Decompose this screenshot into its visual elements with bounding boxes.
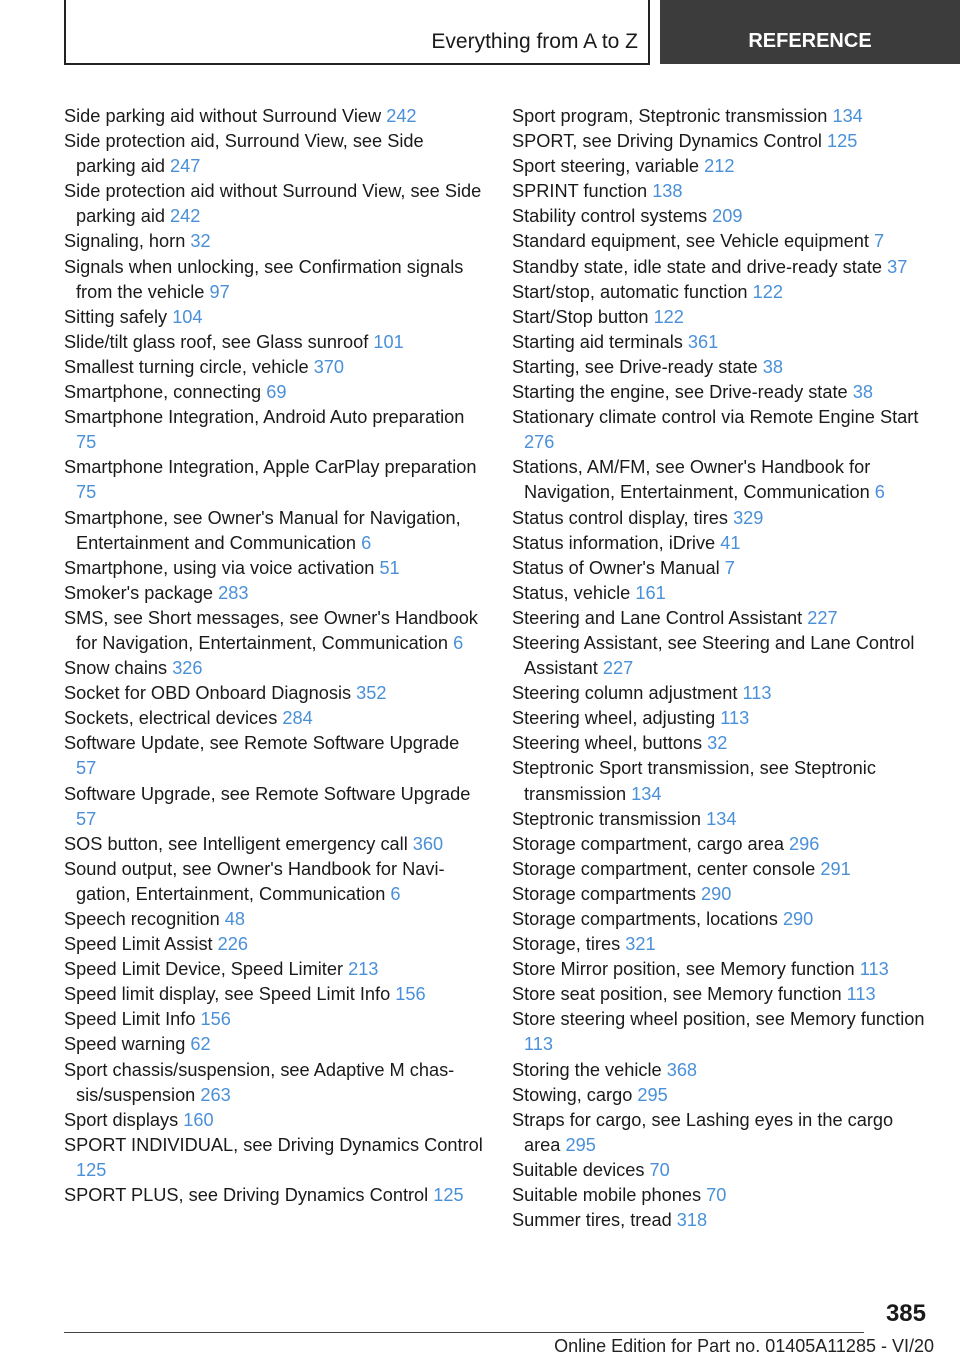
index-entry (512, 857, 932, 882)
index-entry-text: Store steering wheel position, see Memory function (512, 1009, 925, 1030)
index-entry-text: Smoker's package (64, 582, 214, 603)
page-reference-link[interactable]: 361 (687, 331, 719, 352)
index-entry (512, 807, 932, 832)
page-reference-link[interactable]: 156 (200, 1009, 231, 1030)
index-entry (64, 606, 484, 656)
page-reference-link[interactable]: 125 (433, 1185, 464, 1206)
index-entry-text: Starting, see Drive-ready state (512, 356, 758, 377)
page-reference-link[interactable]: 138 (652, 181, 683, 202)
page-reference-link[interactable]: 321 (625, 934, 656, 955)
page-reference-link[interactable]: 75 (76, 482, 97, 503)
index-entry-text: Suitable devices (512, 1159, 645, 1180)
index-entry-text: Summer tires, tread (512, 1210, 672, 1231)
page-reference-link[interactable]: 226 (217, 934, 249, 955)
header-bottom-rule (64, 63, 650, 65)
index-entry (512, 405, 932, 455)
index-entry-text: Socket for OBD Onboard Diagnosis (64, 683, 352, 704)
index-entry-text: Speed warning (64, 1034, 186, 1055)
page-reference-link[interactable]: 113 (859, 959, 889, 980)
index-entry-text: Speed limit display, see Speed Limit Info (64, 984, 391, 1005)
index-entry-text: Side protection aid, Surround View, see Side parking aid (64, 131, 424, 177)
index-entry-text: Storage, tires (512, 934, 621, 955)
page-reference-link[interactable]: 113 (524, 1034, 553, 1055)
index-entry-text: Stationary climate control via Remote Engine Start (512, 407, 919, 428)
index-entry (64, 731, 484, 781)
page-reference-link[interactable]: 69 (266, 382, 287, 403)
index-entry (512, 832, 932, 857)
index-entry (512, 706, 932, 731)
page-reference-link[interactable]: 75 (76, 432, 97, 453)
index-entry (64, 405, 484, 455)
index-entry-text: Software Upgrade, see Remote Software Upgrade (64, 783, 471, 804)
page-reference-link[interactable]: 6 (390, 883, 401, 904)
index-entry (64, 581, 484, 606)
index-entry (512, 1108, 932, 1158)
index-entry-text: Straps for cargo, see Lashing eyes in the cargo area (512, 1109, 894, 1155)
index-entry-text: Speech recognition (64, 909, 220, 929)
page-reference-link[interactable]: 276 (524, 432, 555, 453)
index-entry (64, 355, 484, 380)
index-entry-text: SPORT, see Driving Dynamics Control (512, 131, 822, 152)
index-entry (512, 581, 932, 606)
page-number: 385 (885, 1300, 926, 1327)
page-reference-link[interactable]: 113 (846, 984, 876, 1005)
index-entry-text: Sport steering, variable (512, 156, 700, 177)
index-entry (64, 229, 484, 254)
index-entry (64, 857, 484, 907)
index-entry-text: Steptronic transmission (512, 808, 702, 829)
reference-tab[interactable] (660, 0, 960, 64)
index-entry (512, 355, 932, 380)
page-reference-link[interactable]: 290 (782, 909, 814, 929)
index-entry (64, 1032, 484, 1057)
index-entry (512, 1058, 932, 1083)
page-reference-link[interactable]: 32 (707, 733, 728, 754)
index-entry (64, 1007, 484, 1032)
page-reference-link[interactable]: 291 (820, 858, 851, 879)
page-reference-link[interactable]: 104 (172, 306, 203, 327)
index-entry (64, 556, 484, 581)
page-reference-link[interactable]: 134 (832, 106, 863, 126)
index-entry-text: Smartphone, using via voice activation (64, 557, 375, 578)
page-reference-link[interactable]: 227 (807, 607, 838, 628)
index-entry (512, 104, 932, 129)
index-entry-text: Steering and Lane Control Assistant (512, 607, 803, 628)
index-entry (512, 330, 932, 355)
page-reference-link[interactable]: 122 (653, 306, 684, 327)
footer-edition: Online Edition for Part no. 01405A11285 - VI/20 (554, 1336, 934, 1356)
index-entry-text: Storage compartments, locations (512, 909, 778, 929)
page-reference-link[interactable]: 263 (200, 1084, 231, 1105)
index-entry-text: Smartphone, see Owner's Manual for Navigation, Entertainment and Communication (64, 507, 461, 553)
index-entry (512, 1183, 932, 1208)
page-reference-link[interactable]: 7 (724, 557, 735, 578)
index-entry-text: Speed Limit Device, Speed Limiter (64, 959, 344, 980)
index-entry-text: Sockets, electrical devices (64, 708, 278, 729)
index-column-left (64, 104, 484, 1208)
page-reference-link[interactable]: 113 (720, 708, 750, 729)
index-entry (64, 104, 484, 129)
page-reference-link[interactable]: 352 (356, 683, 387, 704)
index-entry (512, 455, 932, 505)
index-entry-text: Smartphone, connecting (64, 382, 262, 403)
reference-tab-label: REFERENCE (748, 29, 872, 52)
index-entry (512, 606, 932, 631)
index-entry-text: Speed Limit Info (64, 1009, 196, 1030)
index-entry-text: Store Mirror position, see Memory function (512, 959, 855, 980)
index-entry-text: Sport displays (64, 1109, 179, 1130)
index-entry-text: Suitable mobile phones (512, 1185, 702, 1206)
page-reference-link[interactable]: 247 (170, 156, 201, 177)
index-entry (512, 1007, 932, 1057)
index-entry (64, 706, 484, 731)
index-entry-text: Stability control systems (512, 206, 708, 227)
page-reference-link[interactable]: 370 (313, 356, 345, 377)
index-entry-text: Standby state, idle state and drive-ready state (512, 256, 883, 277)
index-entry (512, 179, 932, 204)
index-entry-text: Smallest turning circle, vehicle (64, 356, 309, 377)
index-entry (64, 129, 484, 179)
index-entry (512, 957, 932, 982)
page-reference-link[interactable]: 209 (712, 206, 743, 227)
index-entry (64, 982, 484, 1007)
index-entry-text: Steering Assistant, see Steering and Lane Control Assistant (512, 632, 915, 679)
index-entry (64, 681, 484, 706)
index-entry (512, 204, 932, 229)
index-entry-text: Storing the vehicle (512, 1059, 662, 1080)
index-entry-text: Speed Limit Assist (64, 934, 213, 955)
index-entry-text: Starting aid terminals (512, 331, 683, 352)
index-entry (512, 531, 932, 556)
index-entry (64, 782, 484, 832)
page-reference-link[interactable]: 6 (361, 532, 372, 553)
index-column-right (512, 104, 932, 1233)
index-entry-text: SPRINT function (512, 181, 648, 202)
index-entry (64, 907, 484, 932)
page-reference-link[interactable]: 101 (373, 331, 404, 352)
page-reference-link[interactable]: 51 (379, 557, 400, 578)
page-reference-link[interactable]: 160 (183, 1109, 214, 1130)
index-entry-text: Stations, AM/FM, see Owner's Handbook for Navigation, Entertainment, Communication (512, 457, 871, 503)
index-entry-text: Steering wheel, adjusting (512, 708, 716, 729)
page-reference-link[interactable]: 57 (76, 808, 97, 829)
page-reference-link[interactable]: 284 (282, 708, 313, 729)
page-reference-link[interactable]: 326 (172, 658, 203, 679)
index-entry-text: Software Update, see Remote Software Upgrade (64, 733, 460, 754)
index-entry (512, 982, 932, 1007)
index-entry (512, 1208, 932, 1233)
index-entry (64, 832, 484, 857)
page-reference-link[interactable]: 368 (666, 1059, 698, 1080)
index-entry (512, 932, 932, 957)
index-entry (64, 330, 484, 355)
index-entry (64, 1183, 484, 1208)
index-entry-text: Side protection aid without Surround View, see Side parking aid (64, 181, 482, 227)
index-entry-text: Storage compartment, center console (512, 858, 816, 879)
index-entry-text: Sound output, see Owner's Handbook for Navigation, Entertainment, Communication (64, 858, 445, 904)
index-entry-text: Side parking aid without Surround View (64, 106, 382, 126)
index-entry (64, 932, 484, 957)
page-reference-link[interactable]: 125 (76, 1159, 107, 1180)
index-entry (512, 229, 932, 254)
page-reference-link[interactable]: 156 (395, 984, 426, 1005)
index-entry (512, 305, 932, 330)
index-entry (64, 305, 484, 330)
index-entry (64, 179, 484, 229)
index-entry-text: Smartphone Integration, Apple CarPlay preparation (64, 457, 477, 478)
index-entry (512, 681, 932, 706)
index-entry-text: Snow chains (64, 658, 168, 679)
page-reference-link[interactable]: 360 (412, 833, 444, 854)
index-entry (512, 882, 932, 907)
page-reference-link[interactable]: 38 (762, 356, 783, 377)
index-entry (512, 129, 932, 154)
index-entry (64, 455, 484, 505)
page-reference-link[interactable]: 125 (827, 131, 858, 152)
page-reference-link[interactable]: 6 (874, 482, 885, 503)
page-reference-link[interactable]: 32 (190, 231, 211, 252)
index-entry-text: Storage compartment, cargo area (512, 833, 784, 854)
index-entry (64, 1108, 484, 1133)
page-reference-link[interactable]: 7 (873, 231, 885, 252)
page-reference-link[interactable]: 41 (720, 532, 741, 553)
page-reference-link[interactable]: 48 (224, 909, 246, 929)
index-entry-text: Status, vehicle (512, 582, 631, 603)
page-reference-link[interactable]: 6 (453, 632, 464, 653)
page-reference-link[interactable]: 161 (635, 582, 666, 603)
header-divider (648, 0, 650, 64)
page-reference-link[interactable]: 212 (704, 156, 735, 177)
page-reference-link[interactable]: 283 (218, 582, 249, 603)
index-entry-text: Slide/tilt glass roof, see Glass sunroof (64, 331, 369, 352)
page-reference-link[interactable]: 70 (649, 1159, 670, 1180)
index-entry (512, 631, 932, 681)
index-entry (64, 380, 484, 405)
index-entry-text: Start/stop, automatic function (512, 281, 748, 302)
index-entry (64, 957, 484, 982)
page-reference-link[interactable]: 113 (742, 683, 772, 704)
page-reference-link[interactable]: 318 (676, 1210, 708, 1231)
index-entry (64, 1133, 484, 1183)
index-entry-text: SOS button, see Intelligent emergency call (64, 833, 408, 854)
page-reference-link[interactable]: 295 (565, 1134, 596, 1155)
page-reference-link[interactable]: 134 (706, 808, 737, 829)
index-entry (512, 756, 932, 806)
index-entry-text: Steptronic Sport transmission, see Steptronic transmission (512, 758, 876, 804)
index-entry-text: SPORT PLUS, see Driving Dynamics Control (64, 1185, 429, 1206)
page-reference-link[interactable]: 62 (190, 1034, 211, 1055)
page-reference-link[interactable]: 242 (386, 106, 417, 126)
index-entry (512, 154, 932, 179)
index-entry-text: SPORT INDIVIDUAL, see Driving Dynamics Control (64, 1134, 483, 1155)
page-reference-link[interactable]: 296 (789, 833, 820, 854)
page-reference-link[interactable]: 290 (701, 883, 732, 904)
index-entry-text: Storage compartments (512, 883, 696, 904)
index-entry (64, 506, 484, 556)
index-entry (512, 556, 932, 581)
index-entry-text: Sport chassis/suspension, see Adaptive M chassis/suspension (64, 1059, 455, 1105)
index-entry-text: Signals when unlocking, see Confirmation signals from the vehicle (64, 256, 464, 302)
index-entry-text: Smartphone Integration, Android Auto preparation (64, 407, 465, 428)
index-entry-text: Store seat position, see Memory function (512, 984, 842, 1005)
index-entry-text: Standard equipment, see Vehicle equipment (512, 231, 869, 252)
index-entry-text: Signaling, horn (64, 231, 186, 252)
index-entry (512, 907, 932, 932)
footer-rule (64, 1332, 864, 1333)
page-reference-link[interactable]: 213 (348, 959, 379, 980)
index-entry-text: SMS, see Short messages, see Owner's Handbook for Navigation, Entertainment, Communication (64, 607, 478, 653)
header-left-rule (64, 0, 66, 64)
index-entry (512, 506, 932, 531)
page-reference-link[interactable]: 242 (170, 206, 201, 227)
page-reference-link[interactable]: 329 (733, 507, 764, 528)
index-entry-text: Sport program, Steptronic transmission (512, 106, 828, 126)
index-entry (512, 731, 932, 756)
index-entry-text: Status information, iDrive (512, 532, 716, 553)
page-reference-link[interactable]: 122 (752, 281, 783, 302)
page-reference-link[interactable]: 295 (637, 1084, 668, 1105)
page-reference-link[interactable]: 70 (706, 1185, 727, 1206)
index-entry-text: Start/Stop button (512, 306, 649, 327)
section-title: Everything from A to Z (431, 30, 638, 53)
index-entry-text: Status of Owner's Manual (512, 557, 720, 578)
index-entry-text: Stowing, cargo (512, 1084, 633, 1105)
index-entry (512, 255, 932, 280)
index-entry-text: Status control display, tires (512, 507, 728, 528)
index-entry (512, 280, 932, 305)
page-reference-link[interactable]: 37 (887, 256, 908, 277)
page-reference-link[interactable]: 227 (602, 658, 634, 679)
index-entry (512, 1083, 932, 1108)
index-entry (64, 255, 484, 305)
index-entry-text: Steering wheel, buttons (512, 733, 703, 754)
page-reference-link[interactable]: 57 (76, 758, 97, 779)
index-entry-text: Sitting safely (64, 306, 168, 327)
index-entry (64, 656, 484, 681)
page-reference-link[interactable]: 97 (209, 281, 230, 302)
page-reference-link[interactable]: 134 (631, 783, 662, 804)
index-entry (512, 1158, 932, 1183)
index-entry-text: Starting the engine, see Drive-ready state (512, 382, 848, 403)
index-entry (512, 380, 932, 405)
index-entry (64, 1058, 484, 1108)
page-reference-link[interactable]: 38 (852, 382, 873, 403)
index-entry-text: Steering column adjustment (512, 683, 738, 704)
